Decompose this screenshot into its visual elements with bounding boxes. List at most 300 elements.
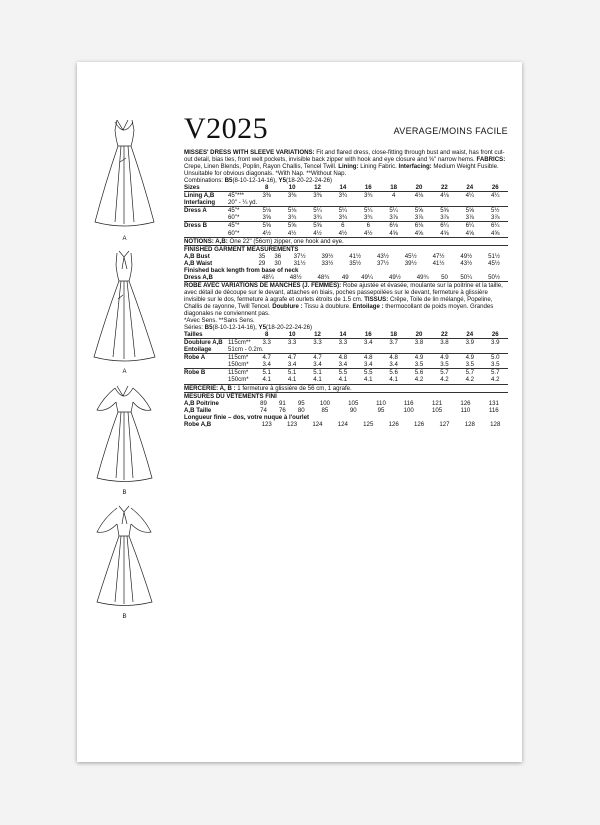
measurement-value: 127	[439, 420, 450, 428]
yardage-value: 6	[330, 222, 355, 230]
size-header: 18	[381, 331, 406, 339]
yardage-value: 3.4	[262, 361, 271, 369]
yardage-value: 5.1	[254, 369, 279, 377]
spacer	[228, 184, 254, 192]
row-label: Robe B	[184, 369, 228, 377]
dress-sketch-a1	[87, 114, 162, 234]
yardage-row	[184, 361, 508, 369]
size-header: 10	[279, 184, 304, 192]
yardage-value: 5⅛	[254, 207, 279, 215]
yardage-row	[184, 214, 508, 222]
yardage-row	[184, 199, 508, 207]
dress-sketch-a2	[87, 247, 162, 367]
measurement-value: 100	[403, 406, 414, 414]
yardage-value: 4.2	[465, 376, 475, 384]
doublure-label: Doublure :	[272, 302, 303, 310]
measurement-value: 49½	[460, 252, 473, 260]
measurement-value: 37½	[377, 259, 389, 267]
fabric-width: 51cm - 0.2m.	[228, 346, 264, 354]
french-description	[184, 282, 508, 317]
empty-cell	[330, 346, 355, 354]
measurement-value: 91	[278, 399, 286, 407]
measurement-value: 37½	[293, 252, 306, 260]
row-label	[184, 230, 228, 237]
size-header: 8	[254, 184, 279, 192]
size-header: 16	[356, 184, 381, 192]
yardage-value: 4.1	[338, 376, 348, 384]
dress-sketch-b1	[87, 380, 162, 488]
yardage-value: 3.4	[287, 361, 297, 369]
row-label: Dress B	[184, 222, 228, 230]
envelope-header	[184, 112, 508, 148]
row-label: A,B Taille	[184, 406, 212, 414]
measurement-value: 80	[297, 406, 305, 414]
english-yardage-table	[184, 184, 508, 236]
yardage-value: 5⅝	[406, 207, 431, 215]
yardage-value: 5.1	[279, 369, 304, 377]
measurement-value: 49	[341, 273, 349, 281]
yardage-value: 4.7	[254, 354, 279, 362]
yardage-value: 4.1	[364, 376, 373, 384]
row-label: Doublure A,B	[184, 339, 223, 347]
yardage-row	[184, 207, 508, 215]
empty-cell	[432, 199, 457, 207]
yardage-value: 4.8	[356, 354, 381, 362]
yardage-value: 4.1	[389, 376, 398, 384]
figure-dress-a-sleeveless-front	[87, 247, 162, 375]
size-header: 20	[406, 184, 431, 192]
longueur-table	[184, 421, 508, 428]
measurement-value: 50½	[488, 273, 501, 281]
pattern-number: V2025	[184, 112, 269, 145]
yardage-value: 5⅝	[279, 222, 304, 230]
yardage-value: 3.5	[440, 361, 449, 369]
yardage-value: 3⅞	[465, 214, 475, 222]
fabric-width: 115cm**	[228, 339, 251, 347]
envelope-body	[184, 149, 508, 428]
figure-label: B	[122, 614, 127, 620]
spacer	[228, 253, 254, 260]
size-header: 14	[330, 184, 355, 192]
yardage-value: 5¼	[305, 207, 330, 215]
fabrics-label: FABRICS:	[476, 156, 506, 164]
tissus-label: TISSUS:	[364, 295, 389, 303]
series-line	[184, 324, 508, 331]
english-description	[184, 149, 508, 177]
figure-dress-b-flutter-back	[87, 380, 162, 496]
size-header: 12	[305, 331, 330, 339]
yardage-value: 5¼	[381, 207, 406, 215]
yardage-row	[184, 354, 508, 362]
yardage-value: 4½	[338, 229, 348, 237]
yardage-value: 4⅛	[414, 192, 424, 200]
mesures-table	[184, 400, 508, 414]
measurement-value: 74	[260, 406, 267, 414]
measurement-value: 50¼	[460, 273, 473, 281]
yardage-value: 3.3	[313, 339, 322, 347]
spacer	[228, 331, 254, 339]
french-yardage-table	[184, 331, 508, 383]
row-label: Lining A,B	[184, 192, 215, 200]
entoilage-text: thermocollant de poids moyen. Grandes diagonales ne conviennent pas.	[184, 302, 494, 318]
measurement-value: 30	[274, 259, 282, 267]
yardage-row	[184, 369, 508, 377]
interfacing-text: Medium Weight Fusible. Unsuitable for obvious diagonals. *With Nap. **Without Nap.	[184, 163, 499, 178]
measurement-value: 121	[431, 399, 443, 407]
measurement-value: 43½	[460, 259, 473, 267]
notions-label: NOTIONS: A,B:	[184, 237, 228, 245]
yardage-value: 4.7	[305, 354, 330, 362]
empty-cell	[406, 199, 431, 207]
measurement-value: 124	[337, 420, 348, 428]
yardage-value: 4	[391, 192, 396, 200]
measurement-value: 39½	[321, 252, 334, 260]
yardage-value: 3.5	[491, 361, 500, 369]
yardage-value: 4½	[287, 229, 297, 237]
yardage-value: 4½	[313, 229, 322, 237]
yardage-value: 3.5	[414, 361, 424, 369]
fabric-width: 45"***	[228, 192, 245, 200]
yardage-value: 4⅝	[465, 229, 475, 237]
spacer	[228, 400, 254, 407]
yardage-value: 3.9	[491, 339, 500, 347]
fabric-width: 150cm*	[228, 376, 249, 384]
size-header: 18	[381, 184, 406, 192]
spacer	[228, 421, 254, 428]
measurement-value: 48¾	[317, 273, 330, 281]
measurement-row	[184, 407, 508, 414]
combo-y5: Y5	[278, 177, 286, 185]
lining-label: Lining:	[338, 163, 359, 171]
fabric-width: 115cm*	[228, 369, 254, 377]
yardage-value: 4⅛	[440, 192, 449, 200]
difficulty-label: AVERAGE/MOINS FACILE	[393, 126, 508, 136]
yardage-value: 3¾	[364, 214, 373, 222]
row-label: A,B Bust	[184, 252, 210, 260]
empty-cell	[356, 199, 381, 207]
measurement-row	[184, 274, 508, 281]
series-y5-sizes: (18-20-22-24-26)	[266, 324, 313, 332]
yardage-value: 5¼	[330, 207, 355, 215]
measurement-value: 39½	[404, 259, 417, 267]
yardage-value: 4.8	[330, 354, 355, 362]
measurement-value: 110	[460, 406, 471, 414]
sizes-header-row	[184, 331, 508, 339]
yardage-value: 3⅞	[440, 214, 449, 222]
yardage-value: 4.2	[414, 376, 424, 384]
empty-cell	[483, 346, 508, 354]
yardage-value: 5.1	[305, 369, 330, 377]
yardage-value: 3.4	[364, 339, 373, 347]
measurement-value: 105	[348, 399, 359, 407]
measurement-row	[184, 421, 508, 428]
yardage-value: 5⅛	[279, 207, 304, 215]
yardage-value: 6¼	[483, 222, 508, 230]
yardage-value: 5.0	[483, 354, 508, 362]
notions-text: One 22" (56cm) zipper, one hook and eye.	[227, 237, 344, 245]
yardage-value: 4.1	[287, 376, 297, 384]
longueur-title: Longueur finie – dos, votre nuque à l'ourlet	[184, 413, 310, 421]
row-label: Interfacing	[184, 199, 216, 207]
combinations-label: Combinations:	[184, 177, 225, 185]
measurement-value: 51½	[488, 252, 501, 260]
sens-note: *Avec Sens. **Sans Sens.	[184, 317, 255, 325]
yardage-value: 6¼	[432, 222, 457, 230]
measurement-value: 33½	[321, 259, 334, 267]
spacer	[228, 274, 254, 281]
series-label: Séries:	[184, 324, 205, 332]
yardage-value: 6⅛	[406, 222, 431, 230]
yardage-value: 5½	[483, 207, 508, 215]
measurement-row	[184, 260, 508, 267]
yardage-value: 3.4	[389, 361, 398, 369]
empty-cell	[305, 346, 330, 354]
measurement-value: 126	[460, 399, 471, 407]
yardage-row	[184, 339, 508, 347]
measurement-value: 105	[431, 406, 443, 414]
english-title: MISSES' DRESS WITH SLEEVE VARIATIONS:	[184, 149, 315, 156]
fabric-width: 150cm*	[228, 361, 249, 369]
fabric-width: 60"*	[228, 229, 240, 237]
doublure-text: Tissu à doublure.	[302, 302, 353, 310]
yardage-value: 4⅝	[389, 229, 398, 237]
row-label: A,B Poitrine	[184, 399, 219, 407]
measurement-row	[184, 400, 508, 407]
yardage-value: 3.5	[465, 361, 475, 369]
yardage-value: 4.9	[406, 354, 431, 362]
measurement-value: 110	[376, 399, 386, 407]
yardage-value: 5.7	[457, 369, 482, 377]
measurement-value: 128	[464, 420, 475, 428]
measurement-value: 43½	[377, 252, 389, 260]
measurement-value: 126	[413, 420, 425, 428]
yardage-value: 3¾	[338, 214, 348, 222]
pattern-envelope-back	[77, 62, 522, 762]
yardage-value: 3.3	[262, 339, 271, 347]
measurement-value: 125	[363, 420, 374, 428]
yardage-value: 4.2	[440, 376, 449, 384]
measurement-value: 48¼	[261, 273, 274, 281]
yardage-value: 3⅞	[491, 214, 500, 222]
size-header: 22	[432, 331, 457, 339]
measurement-value: 49¾	[416, 273, 429, 281]
yardage-row	[184, 346, 508, 354]
measurement-value: 123	[261, 420, 272, 428]
yardage-value: 4.8	[381, 354, 406, 362]
spacer	[228, 407, 254, 414]
yardage-value: 3⅞	[389, 214, 398, 222]
english-desc: Fit and flared dress, close-fitting through bust and waist, has front cut-out detail, bias ties, front welt pockets, invisible back zipper with hook and eye closure and ⅝" narrow hems.	[184, 149, 505, 164]
measurement-value: 116	[488, 406, 499, 414]
yardage-value: 3¾	[364, 192, 373, 200]
yardage-value: 4¼	[491, 192, 500, 200]
sizes-header-label: Sizes	[184, 184, 228, 192]
measurement-value: 89	[260, 399, 267, 407]
empty-cell	[406, 346, 431, 354]
yardage-value: 3⅞	[414, 214, 424, 222]
interfacing-label: Interfacing:	[398, 163, 432, 171]
empty-cell	[457, 346, 482, 354]
yardage-value: 4.2	[491, 376, 500, 384]
fabric-width: 45"*	[228, 222, 254, 230]
row-label: A,B Waist	[184, 259, 213, 267]
yardage-value: 5.7	[483, 369, 508, 377]
empty-cell	[305, 199, 330, 207]
spacer	[228, 260, 254, 267]
measurement-value: 123	[287, 420, 298, 428]
finished-title: FINISHED GARMENT MEASUREMENTS	[184, 245, 299, 253]
yardage-value: 3⅜	[262, 192, 271, 200]
measurement-row	[184, 253, 508, 260]
back-length-table	[184, 274, 508, 281]
measurement-value: 90	[349, 406, 357, 414]
dress-sketch-b2	[87, 502, 162, 612]
yardage-value: 3⅜	[287, 192, 297, 200]
figure-label: B	[122, 490, 127, 496]
yardage-value: 3.4	[364, 361, 373, 369]
row-label	[184, 214, 228, 222]
yardage-value: 6⅛	[381, 222, 406, 230]
measurement-value: 124	[312, 420, 323, 428]
fabric-width: 60"*	[228, 214, 240, 222]
measurement-value: 116	[403, 399, 414, 407]
yardage-value: 3.4	[313, 361, 322, 369]
yardage-row	[184, 230, 508, 237]
empty-cell	[381, 346, 406, 354]
size-header: 8	[254, 331, 279, 339]
yardage-value: 4⅝	[491, 229, 500, 237]
measurement-value: 41½	[349, 252, 362, 260]
measurement-value: 100	[319, 399, 330, 407]
series-b5: B5	[204, 324, 213, 332]
lining-text: Lining Fabric.	[358, 163, 399, 171]
yardage-value: 3¾	[287, 214, 297, 222]
mesures-title: MESURES DU VÊTEMENTS FINI	[184, 392, 277, 400]
row-label: Dress A	[184, 207, 228, 215]
yardage-value: 3¾	[313, 214, 322, 222]
empty-cell	[483, 199, 508, 207]
row-label: Entoilage	[184, 346, 212, 354]
size-header: 26	[483, 184, 508, 192]
mercerie-line	[184, 385, 508, 392]
yardage-value: 5⅝	[254, 222, 279, 230]
empty-cell	[457, 199, 482, 207]
figure-dress-b-flutter-front	[87, 502, 162, 620]
fabric-width: 20" - ¼ yd.	[228, 199, 258, 207]
yardage-row	[184, 192, 508, 200]
yardage-value: 5¼	[356, 207, 381, 215]
yardage-row	[184, 222, 508, 230]
empty-cell	[330, 199, 355, 207]
figure-dress-a-sleeveless-back	[87, 114, 162, 242]
yardage-value: 3.3	[287, 339, 297, 347]
measurement-value: 36	[274, 252, 282, 260]
measurement-value: 45½	[404, 252, 417, 260]
notions-line	[184, 238, 508, 245]
row-label	[184, 361, 228, 369]
figure-label: A	[122, 369, 127, 375]
measurement-value: 49½	[388, 273, 401, 281]
size-header: 20	[406, 331, 431, 339]
empty-cell	[356, 346, 381, 354]
measurement-value: 95	[377, 406, 385, 414]
measurement-value: 31½	[293, 259, 306, 267]
measurement-value: 48½	[289, 273, 302, 281]
measurement-value: 50	[441, 273, 448, 281]
yardage-value: 4½	[262, 229, 271, 237]
yardage-value: 3.8	[414, 339, 424, 347]
sizes-header-label: Tailles	[184, 331, 228, 339]
yardage-value: 5⅝	[432, 207, 457, 215]
measurement-value: 76	[278, 406, 286, 414]
mercerie-label: MERCERIE: A, B :	[184, 384, 236, 392]
yardage-value: 3.7	[389, 339, 398, 347]
empty-cell	[432, 346, 457, 354]
yardage-value: 6¼	[457, 222, 482, 230]
yardage-value: 5.5	[356, 369, 381, 377]
back-length-title: Finished back length from base of neck	[184, 266, 299, 274]
fabrics-text: Crepe, Linen Blends, Poplin, Rayon Challis, Tencel Twill.	[184, 163, 339, 171]
fabric-width: 115cm*	[228, 354, 254, 362]
series-y5: Y5	[258, 324, 267, 332]
yardage-value: 4.7	[279, 354, 304, 362]
yardage-value: 6	[356, 222, 381, 230]
yardage-value: 3.4	[338, 361, 348, 369]
measurement-value: 47½	[432, 252, 445, 260]
combinations-line	[184, 177, 508, 184]
combo-b5: B5	[224, 177, 233, 185]
yardage-value: 4⅝	[414, 229, 424, 237]
fabric-width: 45"*	[228, 207, 254, 215]
size-header: 22	[432, 184, 457, 192]
yardage-value: 3⅝	[262, 214, 271, 222]
yardage-value: 4.1	[313, 376, 322, 384]
yardage-value: 3.3	[338, 339, 348, 347]
measurement-value: 85	[321, 406, 329, 414]
size-header: 26	[483, 331, 508, 339]
yardage-value: 4¼	[465, 192, 475, 200]
size-header: 24	[457, 331, 482, 339]
tissus-text: Crêpe, Toile de lin mélangé, Popeline, Challis de rayonne, Twill Tencel.	[184, 295, 493, 310]
size-header: 10	[279, 331, 304, 339]
measurement-value: 95	[297, 399, 305, 407]
entoilage-label: Entoilage :	[352, 302, 384, 310]
row-label: Robe A,B	[184, 420, 212, 428]
yardage-value: 5⅝	[305, 222, 330, 230]
yardage-value: 5.6	[406, 369, 431, 377]
yardage-value: 3.8	[440, 339, 449, 347]
yardage-value: 3⅜	[313, 192, 322, 200]
yardage-value: 4.9	[432, 354, 457, 362]
yardage-value: 5⅝	[457, 207, 482, 215]
yardage-value: 4.9	[457, 354, 482, 362]
figure-label: A	[122, 236, 127, 242]
yardage-value: 4½	[364, 229, 373, 237]
row-label: Robe A	[184, 354, 228, 362]
yardage-value: 3.9	[465, 339, 475, 347]
yardage-value: 4⅝	[440, 229, 449, 237]
finished-measurements-table	[184, 253, 508, 267]
measurement-value: 131	[488, 399, 499, 407]
size-header: 12	[305, 184, 330, 192]
series-b5-sizes: (8-10-12-14-16),	[212, 324, 259, 332]
sizes-header-row	[184, 184, 508, 192]
yardage-value: 5.7	[432, 369, 457, 377]
yardage-value: 3¾	[338, 192, 348, 200]
yardage-value: 5.6	[381, 369, 406, 377]
empty-cell	[381, 199, 406, 207]
size-header: 16	[356, 331, 381, 339]
